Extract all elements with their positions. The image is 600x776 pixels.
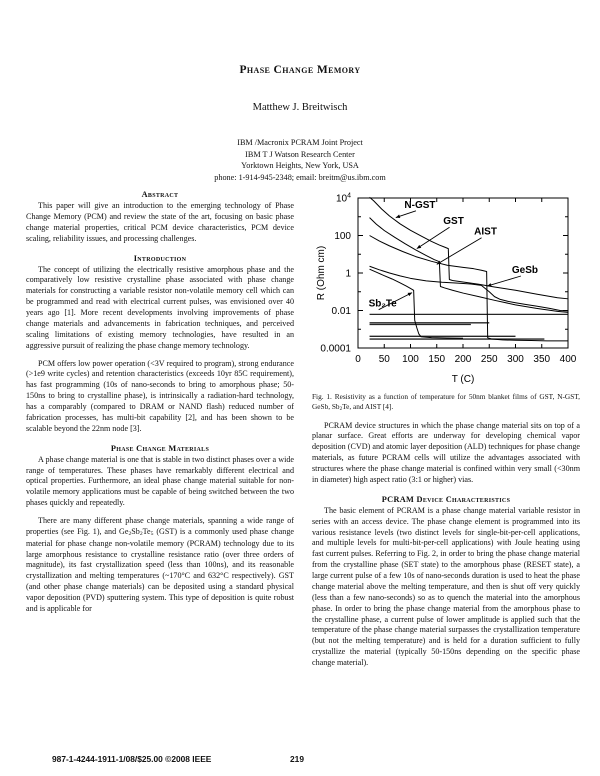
y-tick-1: 1 <box>345 268 351 280</box>
figure-caption <box>312 392 580 413</box>
materials-text-d: (GST) is a commonly used phase change material for phase change non-volatile memory (PCRAM) technology due to its large amorphous resistance to crystalline resistance ratio (over three orders of magnitude), its fast crystallization speed (less than 100ns), and its reasonable crystallization and melting temperatures (~170°C and 632°C respectively). GST (and other phase change materials) can be deposited using a standard physical vapor deposition (PVD) sputtering system. This type of deposition is quite robust and is applicable for <box>26 526 294 613</box>
affiliation-line-1: IBM /Macronix PCRAM Joint Project <box>237 138 363 147</box>
y-tick-100: 100 <box>334 231 351 242</box>
chart-svg <box>312 190 580 386</box>
introduction-paragraph-1: The concept of utilizing the electrically resistive amorphous phase and the comparatively low resistive crystalline phase associated with phase change materials for constructing a variable resistor non-volatile memory cell which can be programmed and read with electrical current pulses, was envisioned over 40 years ago [1]. More recent developments involving improvements of phase change materials and advancements in fabrication techniques, and perceived scaling limitations of existing memory technologies, have resulted in an aggressive pursuit of realizing the phase change memory technology. <box>26 264 294 350</box>
section-heading-abstract: Abstract <box>141 190 179 199</box>
right-paragraph-1: PCRAM device structures in which the phase change material sits on top of a planar surface. Great efforts are underway for developing chemical vapor deposition (CVD) and atomic layer deposition (ALD) techniques for phase change materials, as future PCRAM cells will utilize the advantages associated with structures where the phase change material is confined within very small (<30nm in diameter) high aspect ratio (3:1 or higher) vias. <box>312 420 580 484</box>
x-tick-250: 250 <box>480 354 498 365</box>
x-tick-350: 350 <box>533 354 551 365</box>
device-paragraph-1: The basic element of PCRAM is a phase change material variable resistor in series with an access device. The phase change element is programmed into its various resistance levels (two distinct levels for single-bit-per-cell applications, and multiple levels for multi-bit-per-cell applications) with Joule heating using fast current pulses. Referring to Fig. 2, in order to bring the phase change material from the crystalline phase (SET state) to the amorphous phase (RESET state), a large current pulse of a few 10s of nano-seconds duration is used to heat the phase change material above the melting temperature, and then is shut off very quickly (less than a few nano-seconds) so as to quench the material into the amorphous phase. In order to bring the phase change material from the amorphous phase to the crystalline phase, a current pulse of lower amplitude is applied such that the temperature of the phase change material surpasses the crystallization temperature (but not the melting temperature) and is held for a duration sufficient to fully crystallize the material (typically 50-150ns depending on the specific phase change material). <box>312 505 580 668</box>
x-tick-400: 400 <box>559 354 577 365</box>
subscript-ge: 2 <box>128 531 132 538</box>
affiliation-contact: phone: 1-914-945-2348; email: breitm@us.ibm.com <box>214 172 386 182</box>
x-tick-0: 0 <box>355 354 361 365</box>
annotation-Sb₂Te: Sb₂Te <box>368 298 397 310</box>
annotation-GST: GST <box>443 216 464 228</box>
figure-caption-subscript: 2 <box>339 405 343 412</box>
materials-text-b: Sb <box>131 526 140 536</box>
abstract-paragraph: This paper will give an introduction to the emerging technology of Phase Change Memory (PCM) and review the state of the art, focusing on basic phase change material properties, critical PCM device characteristics, PCM device scaling, reliability issues, and processing challenges. <box>26 201 294 243</box>
annotation-AIST: AIST <box>474 226 497 238</box>
y-tick-0.0001: 0.0001 <box>320 343 351 355</box>
figure-caption-label: Fig. 1. <box>312 392 332 401</box>
affiliation-block <box>0 137 600 184</box>
left-column <box>26 190 294 730</box>
footer-page-number: 219 <box>290 754 304 764</box>
materials-text-a: There are many different phase change materials, spanning a wide range of properties (see Fig. 1), and Ge <box>26 516 294 536</box>
two-column-body <box>0 190 600 730</box>
right-column <box>312 190 580 730</box>
y-axis-title: R (Ohm cm) <box>316 245 327 301</box>
affiliation-line-3: Yorktown Heights, New York, USA <box>241 161 359 171</box>
x-tick-300: 300 <box>507 354 524 365</box>
author-name: Matthew J. Breitwisch <box>252 102 348 113</box>
figure-1-resistivity-chart <box>312 190 580 386</box>
x-tick-100: 100 <box>402 354 419 365</box>
affiliation-line-2: IBM T J Watson Research Center <box>245 149 355 159</box>
materials-paragraph-1: A phase change material is one that is stable in two distinct phases over a wide range of temperatures. These phases have remarkably different electrical and optical properties. Furthermore, an ideal phase change material suitable for non-volatile memory applications must be capable of being switched between the two phases quickly and repeatedly. <box>26 454 294 508</box>
introduction-paragraph-2: PCM offers low power operation (<3V required to program), strong endurance (>1e9 write cycles) and retention characteristics (exceeds 10yr 85C requirement), has fast programming (10s of nano-seconds to bring to amorphous phase; 50-150ns to bring to crystalline phase), is intrinsically a radiation-hard technology, has a comparably (compared to DRAM or NAND flash) reduced number of fabrication processes, has multi-bit capability [2], and has been shown to be scalable beyond the 22nm node [3]. <box>26 358 294 433</box>
annotation-N-GST: N-GST <box>404 199 436 211</box>
section-heading-introduction: Introduction <box>133 253 187 263</box>
materials-paragraph-2 <box>26 516 294 615</box>
footer-isbn: 987-1-4244-1911-1/08/$25.00 ©2008 IEEE <box>52 754 212 764</box>
subscript-te: 5 <box>150 531 154 538</box>
section-heading-pcram-device-characteristics: PCRAM Device Characteristics <box>381 494 511 504</box>
x-tick-50: 50 <box>378 354 390 365</box>
materials-text-c: Te <box>142 526 151 536</box>
subscript-sb: 2 <box>139 531 143 538</box>
x-tick-200: 200 <box>454 354 472 365</box>
x-tick-150: 150 <box>428 354 446 365</box>
y-tick-0.01: 0.01 <box>331 306 351 317</box>
x-axis-title: T (C) <box>451 374 475 385</box>
page-title: Phase Change Memory <box>239 64 361 76</box>
section-heading-phase-change-materials: Phase Change Materials <box>110 443 210 453</box>
annotation-GeSb: GeSb <box>511 265 539 276</box>
figure-caption-text-a: Resistivity as a function of temperature for 50nm blanket films of GST, N-GST, GeSb, Sb <box>312 392 580 411</box>
figure-caption-text-b: Te, and AIST [4]. <box>342 401 394 411</box>
y-tick-10⁴: $10^4$ <box>335 192 351 205</box>
x-axis-tick-labels <box>355 354 577 365</box>
